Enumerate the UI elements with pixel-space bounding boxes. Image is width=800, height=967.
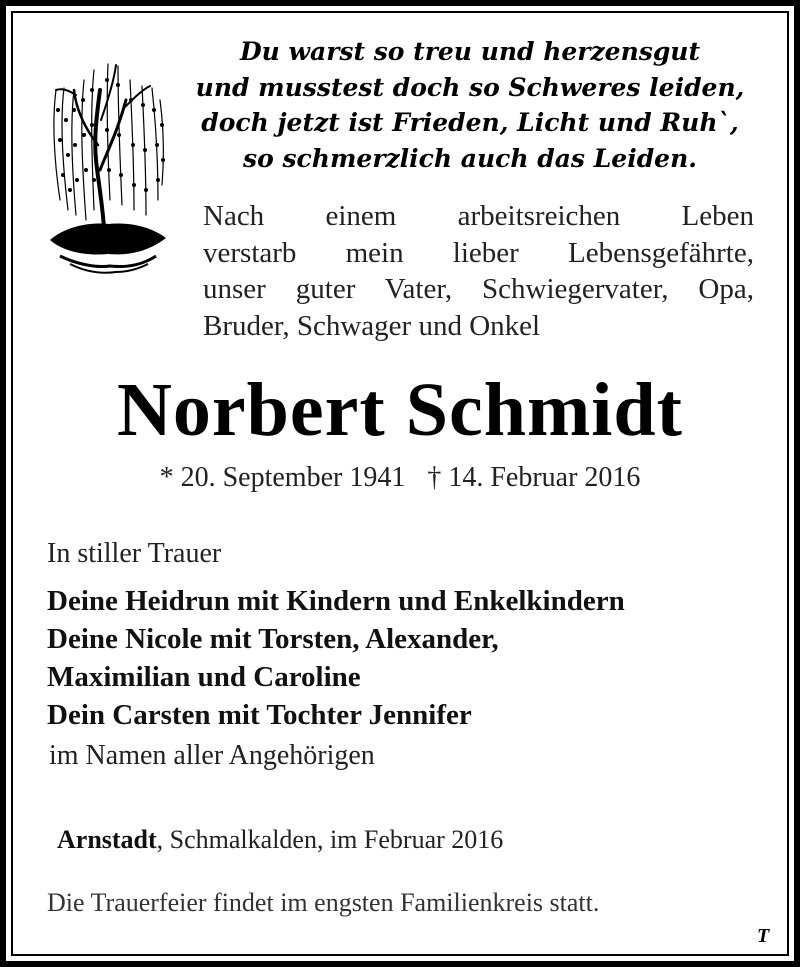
- family-line: Deine Nicole mit Torsten, Alexander,: [47, 623, 499, 655]
- family-line: Dein Carsten mit Tochter Jennifer: [47, 699, 472, 731]
- verse-line: und musstest doch so Schweres leiden,: [195, 72, 745, 102]
- deceased-name: Norbert Schmidt: [117, 368, 683, 452]
- funeral-note: Die Trauerfeier findet im engsten Familienkreis statt.: [47, 888, 600, 917]
- intro-paragraph: [203, 198, 754, 344]
- intro-line: Bruder, Schwager und Onkel: [203, 309, 541, 342]
- verse-line: so schmerzlich auch das Leiden.: [243, 143, 697, 173]
- place-rest: , Schmalkalden, im Februar 2016: [156, 825, 504, 854]
- weeping-willow-icon: [46, 50, 170, 275]
- family-line: Maximilian und Caroline: [47, 661, 361, 693]
- behalf-line: im Namen aller Angehörigen: [49, 740, 375, 771]
- birth-date: * 20. September 1941: [159, 462, 406, 493]
- intro-line: verstarb mein lieber Lebensgefährte,: [203, 236, 754, 269]
- family-line: Deine Heidrun mit Kindern und Enkelkindern: [47, 585, 625, 617]
- place-city: Arnstadt: [57, 825, 157, 854]
- life-dates: [0, 460, 800, 496]
- family-list: [47, 582, 625, 734]
- memorial-verse: [190, 34, 750, 176]
- verse-line: Du warst so treu und herzensgut: [239, 37, 701, 66]
- mourning-label: In stiller Trauer: [47, 538, 222, 569]
- publisher-mark: T: [757, 925, 770, 947]
- intro-line: unser guter Vater, Schwiegervater, Opa,: [203, 273, 754, 305]
- death-date: † 14. Februar 2016: [427, 462, 641, 493]
- intro-line: Nach einem arbeitsreichen Leben: [203, 200, 754, 232]
- verse-line: doch jetzt ist Frieden, Licht und Ruh`,: [201, 108, 739, 137]
- place-date-line: [57, 823, 503, 857]
